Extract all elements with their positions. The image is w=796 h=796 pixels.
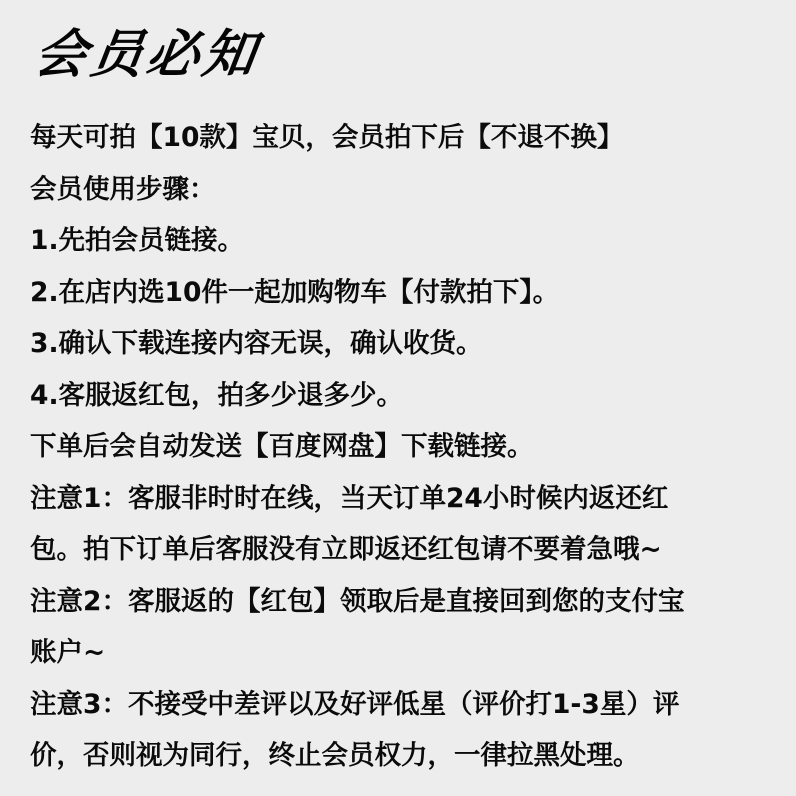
- notice-line: 2.在店内选10件一起加购物车【付款拍下】。: [30, 276, 560, 308]
- notice-line: 3.确认下载连接内容无误，确认收货。: [30, 328, 483, 359]
- notice-line: 会员使用步骤：: [30, 173, 216, 205]
- notice-line: 注意3：不接受中差评以及好评低星（评价打1-3星）评: [30, 688, 680, 720]
- notice-line: 注意2：客服返的【红包】领取后是直接回到您的支付宝: [30, 585, 685, 617]
- notice-line: 包。拍下订单后客服没有立即返还红包请不要着急哦~: [30, 534, 662, 565]
- notice-line: 账户~: [30, 637, 106, 668]
- notice-line: 每天可拍【10款】宝贝，会员拍下后【不退不换】: [30, 122, 624, 153]
- notice-line: 下单后会自动发送【百度网盘】下载链接。: [30, 431, 534, 462]
- notice-line: 4.客服返红包，拍多少退多少。: [30, 379, 404, 411]
- notice-line: 注意1：客服非时时在线，当天订单24小时候内返还红: [30, 482, 669, 514]
- notice-line: 1.先拍会员链接。: [30, 225, 245, 256]
- notice-line: 价，否则视为同行，终止会员权力，一律拉黑处理。: [30, 740, 640, 771]
- page-title: 会员必知: [30, 25, 264, 85]
- notice-body: [30, 112, 770, 782]
